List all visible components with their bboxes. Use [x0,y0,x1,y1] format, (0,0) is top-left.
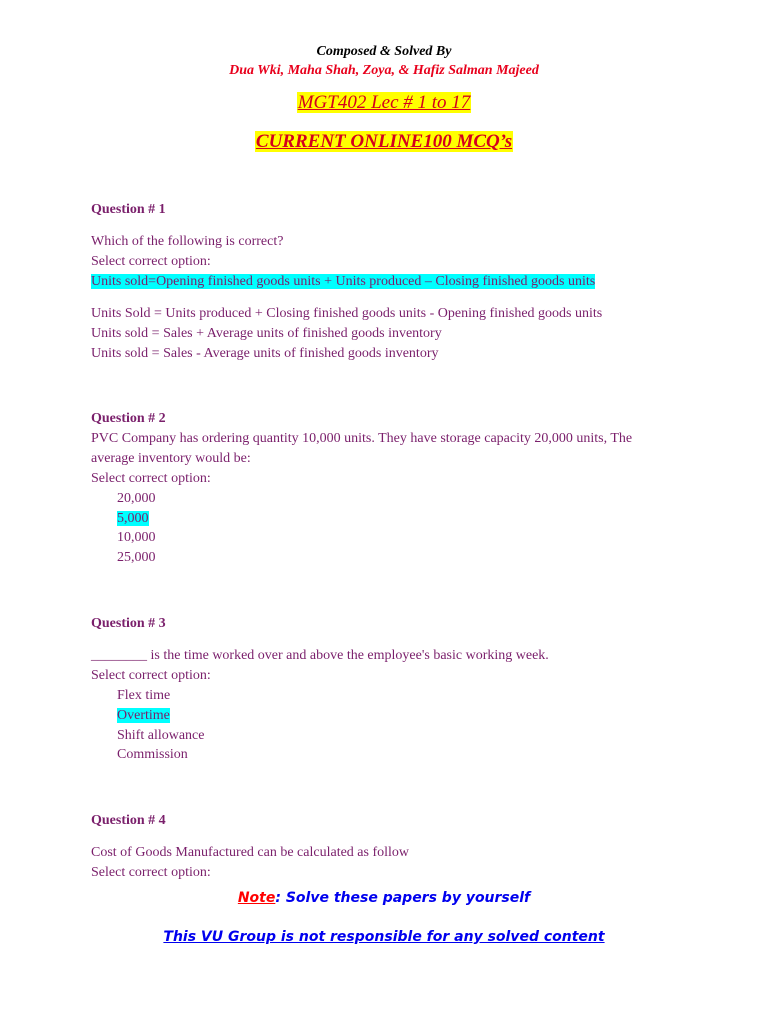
authors-line: Dua Wki, Maha Shah, Zoya, & Hafiz Salman Majeed [229,63,539,78]
question-3-select-label: Select correct option: [91,668,211,683]
question-2-option-2 [117,511,149,527]
question-3-option-1: Flex time [117,688,171,703]
question-1-option-3: Units sold = Sales + Average units of finished goods inventory [91,326,442,341]
question-4-select-label: Select correct option: [91,865,211,880]
question-3-option-3: Shift allowance [117,728,205,743]
footer-note [0,890,768,906]
subtitle-text: CURRENT ONLINE100 MCQ’s [255,131,513,152]
question-4-heading: Question # 4 [91,813,166,828]
question-3-heading: Question # 3 [91,616,166,631]
note-label: Note [237,890,276,906]
question-4-text: Cost of Goods Manufactured can be calculated as follow [91,845,410,860]
footer-disclaimer: This VU Group is not responsible for any solved content [163,929,605,945]
question-2-text-line-2: average inventory would be: [91,451,251,466]
question-3-option-4: Commission [117,747,188,762]
question-1-heading: Question # 1 [91,202,166,217]
question-1-option-4: Units sold = Sales - Average units of finished goods inventory [91,346,439,361]
course-title [0,92,768,114]
question-3-text: ________ is the time worked over and above the employee's basic working week. [91,648,549,663]
subtitle [0,131,768,153]
question-2-select-label: Select correct option: [91,471,211,486]
composed-by-line: Composed & Solved By [316,44,452,59]
question-2-option-4: 25,000 [117,550,156,565]
correct-answer-highlight: Overtime [117,708,170,723]
question-1-select-label: Select correct option: [91,254,211,269]
question-2-text-line-1: PVC Company has ordering quantity 10,000 units. They have storage capacity 20,000 units, The [91,431,633,446]
correct-answer-highlight: Units sold=Opening finished goods units + Units produced – Closing finished goods units [91,274,596,289]
course-title-text: MGT402 Lec # 1 to 17 [297,92,471,113]
question-1-text: Which of the following is correct? [91,234,284,249]
correct-answer-highlight: 5,000 [117,511,149,526]
question-2-option-1: 20,000 [117,491,156,506]
question-1-option-1 [91,274,595,290]
question-2-option-3: 10,000 [117,530,156,545]
question-3-option-2 [117,708,170,724]
question-2-heading: Question # 2 [91,411,166,426]
note-text: : Solve these papers by yourself [275,890,531,906]
question-1-option-2: Units Sold = Units produced + Closing finished goods units - Opening finished goods units [91,306,603,321]
